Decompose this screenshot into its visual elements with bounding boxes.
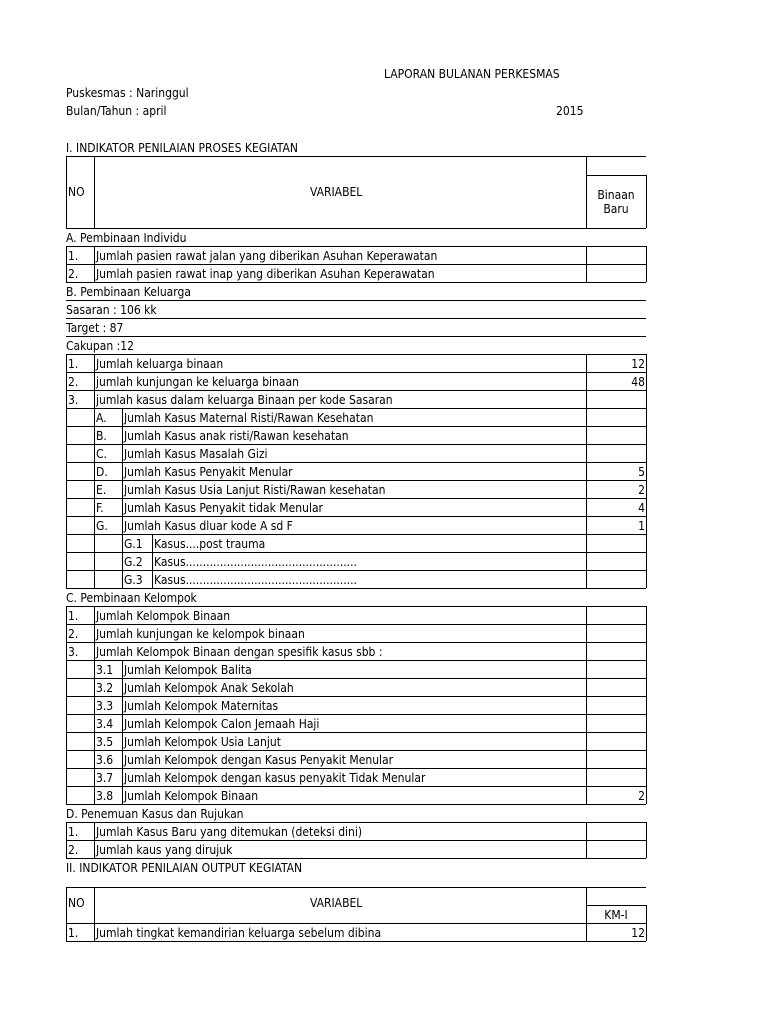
table-border [586, 426, 587, 444]
table-border [66, 858, 646, 859]
table-border [66, 480, 646, 481]
table-border [122, 732, 123, 750]
table-row-label: Jumlah Kelompok Binaan [96, 609, 231, 623]
table-row-number: 1. [68, 609, 79, 623]
table-border [66, 786, 67, 804]
table-row-number: 1. [68, 249, 79, 263]
table-border [94, 408, 95, 426]
table-border [66, 246, 67, 264]
table-border [66, 570, 67, 588]
table-border [646, 905, 647, 923]
table-border [646, 696, 647, 714]
table-row-code: D. [96, 465, 108, 479]
table-border [586, 642, 587, 660]
table-border [122, 678, 123, 696]
table-border [94, 480, 95, 498]
table-row-code: G.3 [124, 573, 143, 587]
table-row-code: 3.1 [96, 663, 114, 677]
table-border [646, 480, 647, 498]
table-border [122, 480, 123, 498]
table-row-code: C. [96, 447, 107, 461]
section-c-title: C. Pembinaan Kelompok [66, 591, 197, 605]
table-border [646, 534, 647, 552]
table-row-code: G.1 [124, 537, 143, 551]
table-border [586, 714, 587, 732]
table-border [586, 696, 587, 714]
table-border [66, 887, 67, 923]
table-border [586, 175, 646, 176]
table-row-label: Jumlah Kasus anak risti/Rawan kesehatan [124, 429, 349, 443]
table-border [66, 354, 646, 355]
table-border [586, 246, 587, 264]
table-border [66, 624, 67, 642]
table-row-label: Jumlah Kelompok Usia Lanjut [124, 735, 281, 749]
table-border [66, 678, 646, 679]
table-border [94, 498, 95, 516]
table-border [66, 408, 646, 409]
section-b-title: B. Pembinaan Keluarga [66, 285, 191, 299]
table-row-code: A. [96, 411, 107, 425]
column-header-variabel: VARIABEL [310, 185, 363, 199]
table-border [66, 156, 67, 228]
table-border [646, 786, 647, 804]
table-border [66, 246, 646, 247]
table-border [122, 534, 123, 552]
table-row-label: Jumlah Kasus Maternal Risti/Rawan Kesehatan [124, 411, 374, 425]
table-border [586, 678, 587, 696]
column-header-variabel-2: VARIABEL [310, 896, 363, 910]
table-border [94, 678, 95, 696]
table-border [586, 905, 646, 906]
table-border [66, 372, 646, 373]
table-border [66, 606, 67, 624]
table-border [646, 732, 647, 750]
table-border [646, 390, 647, 408]
table-border [66, 462, 67, 480]
table-row-number: 2. [68, 843, 79, 857]
table-border [66, 768, 646, 769]
column-header-no: NO [68, 185, 85, 199]
table-border [586, 732, 587, 750]
table-border [66, 660, 646, 661]
table-border [152, 534, 153, 552]
table-border [66, 804, 646, 805]
table-border [94, 264, 95, 282]
table-border [586, 264, 587, 282]
table-row-label: Kasus.................................................. [154, 573, 357, 587]
table-border [646, 354, 647, 372]
table-row-code: B. [96, 429, 107, 443]
table-border [66, 642, 646, 643]
table-row-code: 3.6 [96, 753, 114, 767]
table-border [94, 570, 95, 588]
table-border [94, 750, 95, 768]
table-border [66, 228, 646, 229]
table-border [646, 516, 647, 534]
report-title: LAPORAN BULANAN PERKESMAS [384, 67, 560, 81]
table-border [66, 552, 646, 553]
table-border [66, 588, 646, 589]
table-border [66, 923, 67, 941]
table-border [586, 570, 587, 588]
table-row-value: 2 [638, 483, 645, 497]
table-row-code: F. [96, 501, 104, 515]
table-border [94, 660, 95, 678]
table-border [66, 426, 67, 444]
table-border [122, 426, 123, 444]
table-row-label: Jumlah Kelompok Binaan [124, 789, 259, 803]
table-border [646, 246, 647, 264]
table-border [66, 887, 646, 888]
table-border [94, 246, 95, 264]
table-border [66, 318, 646, 319]
table-border [66, 714, 67, 732]
table-border [66, 498, 67, 516]
table-border [66, 923, 646, 924]
table-border [66, 750, 646, 751]
section-a-title: A. Pembinaan Individu [66, 231, 187, 245]
column-header-baru: Baru [603, 202, 629, 216]
table-border [66, 480, 67, 498]
period-label: Bulan/Tahun : april [66, 104, 167, 118]
table-border [646, 264, 647, 282]
table-border [66, 516, 646, 517]
table-border [122, 660, 123, 678]
table-border [66, 786, 646, 787]
table-border [66, 354, 67, 372]
table-border [152, 570, 153, 588]
table-border [66, 282, 646, 283]
table-border [94, 768, 95, 786]
table-row-number: 1. [68, 357, 79, 371]
table-row-label: Jumlah Kelompok Binaan dengan spesifik kasus sbb : [96, 645, 383, 659]
table-border [646, 714, 647, 732]
table-row-label: Kasus....post trauma [154, 537, 266, 551]
table-border [66, 822, 646, 823]
year-label: 2015 [556, 104, 584, 118]
table-border [66, 156, 646, 157]
table-border [94, 354, 95, 372]
table-border [66, 606, 646, 607]
table-row-label: Kasus.................................................. [154, 555, 357, 569]
table-row-label: Jumlah keluarga binaan [96, 357, 224, 371]
table-border [66, 768, 67, 786]
table-border [66, 444, 67, 462]
table-row-code: G.2 [124, 555, 143, 569]
table-border [646, 408, 647, 426]
table-border [66, 660, 67, 678]
table-border [66, 336, 646, 337]
table-row-label: Jumlah pasien rawat jalan yang diberikan Asuhan Keperawatan [96, 249, 438, 263]
table-border [66, 732, 646, 733]
table-row-label: Jumlah Kelompok Maternitas [124, 699, 279, 713]
table-row-code: E. [96, 483, 107, 497]
puskesmas-label: Puskesmas : Naringgul [66, 86, 189, 100]
table-border [66, 840, 67, 858]
column-header-binaan: Binaan [597, 188, 635, 202]
table-border [94, 534, 95, 552]
table-border [122, 696, 123, 714]
column-header-km: KM-I [604, 908, 628, 922]
table-border [586, 408, 587, 426]
table-row-code: 3.2 [96, 681, 114, 695]
table-border [66, 570, 646, 571]
table-row-number: 2. [68, 267, 79, 281]
table-border [66, 534, 646, 535]
table-row-label: Jumlah tingkat kemandirian keluarga sebelum dibina [96, 926, 382, 940]
table-border [122, 570, 123, 588]
table-border [646, 678, 647, 696]
table-row-code: 3.5 [96, 735, 114, 749]
table-border [122, 516, 123, 534]
table-border [66, 941, 646, 942]
table-border [646, 462, 647, 480]
table-border [66, 534, 67, 552]
table-border [646, 642, 647, 660]
table-border [94, 372, 95, 390]
table-row-label: Jumlah Kasus Masalah Gizi [124, 447, 268, 461]
table-border [646, 624, 647, 642]
table-border [122, 462, 123, 480]
sasaran-label: Sasaran : 106 kk [66, 303, 157, 317]
table-border [66, 264, 646, 265]
table-border [66, 732, 67, 750]
table-border [646, 750, 647, 768]
table-row-label: Jumlah Kasus Baru yang ditemukan (deteksi dini) [96, 825, 363, 839]
table-row-number: 3. [68, 645, 79, 659]
table-border [94, 642, 95, 660]
section-2-title: II. INDIKATOR PENILAIAN OUTPUT KEGIATAN [66, 861, 303, 875]
table-border [586, 534, 587, 552]
table-border [646, 768, 647, 786]
table-border [94, 822, 95, 840]
table-row-label: Jumlah Kelompok Calon Jemaah Haji [124, 717, 320, 731]
table-border [66, 264, 67, 282]
table-border [66, 642, 67, 660]
table-border [646, 606, 647, 624]
table-border [122, 750, 123, 768]
table-row-value: 48 [631, 375, 645, 389]
table-row-value: 1 [638, 519, 645, 533]
table-border [122, 444, 123, 462]
table-border [94, 732, 95, 750]
table-border [66, 462, 646, 463]
target-label: Target : 87 [66, 321, 124, 335]
table-row-number: 3. [68, 393, 79, 407]
table-border [66, 300, 646, 301]
table-row-label: Jumlah Kelompok Anak Sekolah [124, 681, 294, 695]
cakupan-label: Cakupan :12 [66, 339, 134, 353]
table-row-code: 3.8 [96, 789, 114, 803]
table-border [122, 714, 123, 732]
table-border [66, 426, 646, 427]
table-border [94, 516, 95, 534]
table-border [94, 444, 95, 462]
table-border [122, 408, 123, 426]
table-border [66, 390, 67, 408]
table-border [66, 408, 67, 426]
table-row-label: Jumlah Kelompok dengan kasus penyakit Tidak Menular [124, 771, 426, 785]
table-border [122, 786, 123, 804]
column-header-no-2: NO [68, 896, 85, 910]
table-border [586, 660, 587, 678]
table-row-label: Jumlah kaus yang dirujuk [96, 843, 233, 857]
table-border [646, 822, 647, 840]
table-border [94, 840, 95, 858]
table-border [94, 923, 95, 941]
table-border [66, 498, 646, 499]
table-border [94, 887, 95, 923]
table-row-number: 1. [68, 926, 79, 940]
table-border [66, 624, 646, 625]
table-row-value: 2 [638, 789, 645, 803]
table-border [66, 678, 67, 696]
table-border [94, 462, 95, 480]
table-border [94, 624, 95, 642]
table-row-label: jumlah kunjungan ke keluarga binaan [96, 375, 299, 389]
table-row-number: 2. [68, 375, 79, 389]
table-border [122, 768, 123, 786]
table-row-value: 12 [631, 357, 645, 371]
table-border [586, 750, 587, 768]
table-row-label: Jumlah Kasus Usia Lanjut Risti/Rawan kesehatan [124, 483, 386, 497]
table-border [94, 390, 95, 408]
table-row-label: Jumlah Kelompok Balita [124, 663, 252, 677]
table-border [66, 696, 646, 697]
table-border [122, 552, 123, 570]
table-row-code: G. [96, 519, 108, 533]
table-row-code: 3.7 [96, 771, 114, 785]
table-border [646, 426, 647, 444]
table-border [586, 624, 587, 642]
table-border [66, 552, 67, 570]
table-border [94, 606, 95, 624]
table-border [646, 660, 647, 678]
table-row-label: Jumlah Kasus Penyakit Menular [124, 465, 293, 479]
table-row-label: Jumlah kunjungan ke kelompok binaan [96, 627, 305, 641]
table-border [646, 498, 647, 516]
table-border [94, 696, 95, 714]
table-border [646, 923, 647, 941]
table-row-number: 1. [68, 825, 79, 839]
table-border [586, 606, 587, 624]
table-border [66, 390, 646, 391]
table-row-label: Jumlah pasien rawat inap yang diberikan Asuhan Keperawatan [96, 267, 435, 281]
table-border [586, 822, 587, 840]
table-border [646, 552, 647, 570]
table-border [586, 768, 587, 786]
table-row-value: 5 [638, 465, 645, 479]
table-row-value: 12 [631, 926, 645, 940]
table-border [94, 786, 95, 804]
table-border [586, 390, 587, 408]
table-border [646, 840, 647, 858]
table-border [94, 714, 95, 732]
table-border [66, 372, 67, 390]
table-border [66, 750, 67, 768]
table-border [646, 570, 647, 588]
table-border [66, 714, 646, 715]
table-border [152, 552, 153, 570]
table-row-label: jumlah kasus dalam keluarga Binaan per kode Sasaran [96, 393, 393, 407]
table-border [586, 840, 587, 858]
table-border [66, 696, 67, 714]
table-border [66, 840, 646, 841]
section-d-title: D. Penemuan Kasus dan Rujukan [66, 807, 244, 821]
table-border [66, 516, 67, 534]
section-1-title: I. INDIKATOR PENILAIAN PROSES KEGIATAN [66, 141, 298, 155]
table-border [66, 822, 67, 840]
table-row-label: Jumlah Kelompok dengan Kasus Penyakit Menular [124, 753, 394, 767]
table-border [646, 372, 647, 390]
table-border [586, 444, 587, 462]
table-border [586, 552, 587, 570]
table-row-label: Jumlah Kasus Penyakit tidak Menular [124, 501, 323, 515]
table-border [94, 552, 95, 570]
table-border [122, 498, 123, 516]
table-border [646, 444, 647, 462]
table-row-value: 4 [638, 501, 645, 515]
table-row-number: 2. [68, 627, 79, 641]
table-border [646, 175, 647, 228]
table-border [66, 444, 646, 445]
table-border [94, 426, 95, 444]
table-row-code: 3.4 [96, 717, 114, 731]
table-row-label: Jumlah Kasus dluar kode A sd F [124, 519, 293, 533]
table-border [94, 156, 95, 228]
table-row-code: 3.3 [96, 699, 114, 713]
